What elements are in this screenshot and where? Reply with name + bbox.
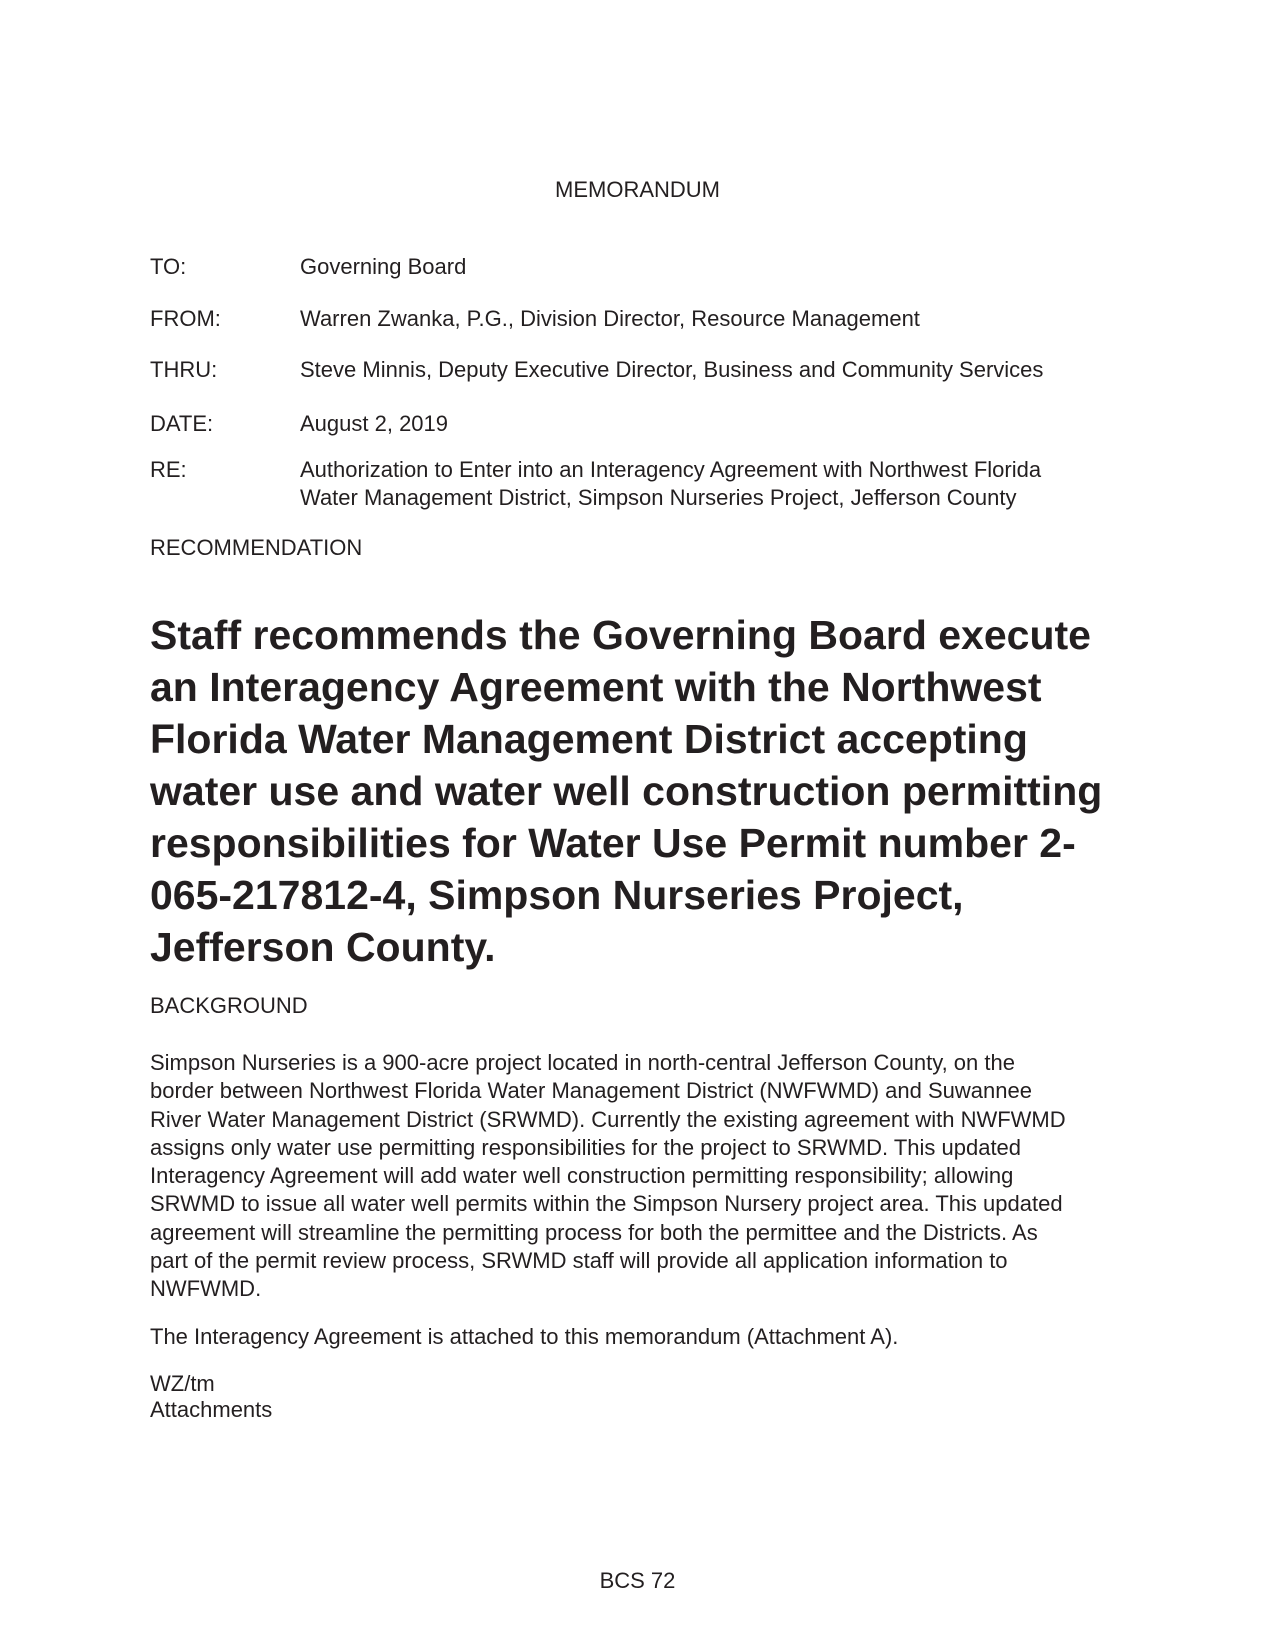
- background-line: NWFWMD.: [150, 1276, 262, 1302]
- re-value: [300, 456, 1140, 512]
- background-line: River Water Management District (SRWMD). Currently the existing agreement with NWFWMD: [150, 1106, 1066, 1132]
- recommendation-line: Jefferson County.: [150, 924, 496, 970]
- page-footer: BCS 72: [599, 1568, 676, 1593]
- re-line: Authorization to Enter into an Interagency Agreement with Northwest Florida: [300, 457, 1042, 482]
- to-label: TO:: [150, 254, 187, 279]
- background-line: Simpson Nurseries is a 900-acre project located in north-central Jefferson County, on the: [150, 1050, 1015, 1075]
- background-paragraph: [150, 1049, 1130, 1304]
- from-label: FROM:: [150, 306, 221, 331]
- recommendation-line: Staff recommends the Governing Board execute: [150, 612, 1091, 658]
- thru-value: Steve Minnis, Deputy Executive Director, Business and Community Services: [300, 357, 1044, 382]
- background-line: assigns only water use permitting responsibilities for the project to SRWMD. This updated: [150, 1134, 1022, 1160]
- recommendation-heading: RECOMMENDATION: [150, 535, 363, 560]
- date-label: DATE:: [150, 411, 214, 436]
- background-line: Interagency Agreement will add water well construction permitting responsibility; allowing: [150, 1163, 1014, 1189]
- recommendation-text: [150, 609, 1130, 973]
- thru-label: THRU:: [150, 357, 218, 382]
- recommendation-line: an Interagency Agreement with the Northwest: [150, 664, 1042, 710]
- background-line: part of the permit review process, SRWMD staff will provide all application information to: [150, 1248, 1008, 1274]
- attachments-label: Attachments: [150, 1397, 273, 1422]
- to-value: Governing Board: [300, 254, 467, 279]
- recommendation-line: 065-217812-4, Simpson Nurseries Project,: [150, 872, 964, 918]
- re-label: RE:: [150, 457, 187, 482]
- author-initials: WZ/tm: [150, 1371, 215, 1396]
- attachment-note: The Interagency Agreement is attached to this memorandum (Attachment A).: [150, 1324, 899, 1349]
- memo-title: MEMORANDUM: [555, 177, 720, 202]
- recommendation-line: Florida Water Management District accepting: [150, 716, 1028, 762]
- recommendation-line: responsibilities for Water Use Permit number 2-: [150, 820, 1076, 866]
- background-line: agreement will streamline the permitting process for both the permittee and the Districts. As: [150, 1219, 1038, 1245]
- background-line: SRWMD to issue all water well permits within the Simpson Nursery project area. This updated: [150, 1191, 1063, 1217]
- recommendation-line: water use and water well construction permitting: [150, 768, 1103, 814]
- date-value: August 2, 2019: [300, 411, 449, 436]
- background-line: border between Northwest Florida Water Management District (NWFWMD) and Suwannee: [150, 1078, 1032, 1104]
- background-heading: BACKGROUND: [150, 993, 308, 1018]
- from-value: Warren Zwanka, P.G., Division Director, Resource Management: [300, 306, 920, 331]
- re-line: Water Management District, Simpson Nurseries Project, Jefferson County: [300, 485, 1017, 510]
